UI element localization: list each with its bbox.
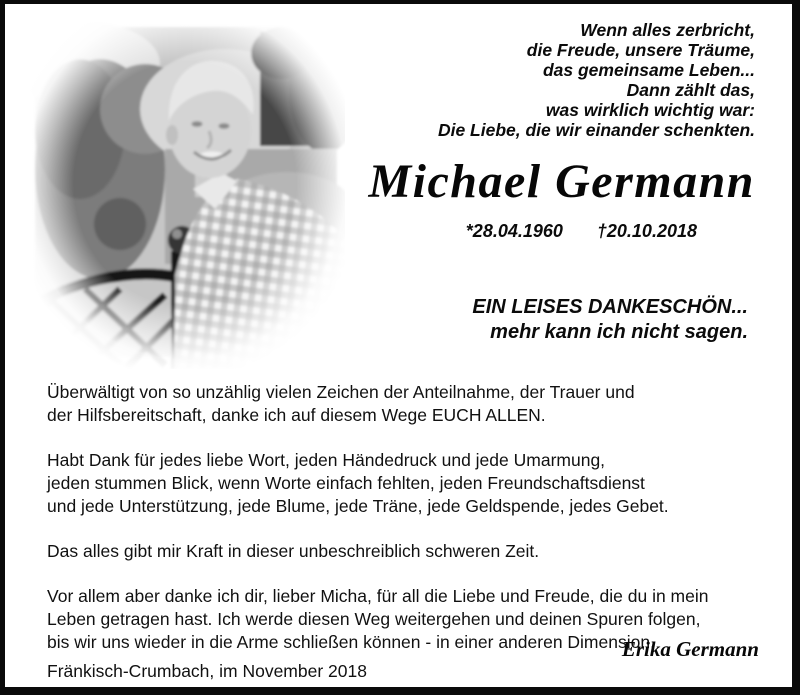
signature: Erika Germann: [621, 637, 759, 661]
condolence-line: der Hilfsbereitschaft, danke ich auf diesem Wege EUCH ALLEN.: [47, 405, 546, 425]
condolence-line: Das alles gibt mir Kraft in dieser unbeschreiblich schweren Zeit.: [47, 541, 540, 561]
epigraph-line: Dann zählt das,: [626, 80, 755, 100]
death-date: †20.10.2018: [596, 221, 697, 241]
deceased-name: Michael Germann: [368, 155, 755, 208]
epigraph-line: Wenn alles zerbricht,: [580, 20, 755, 40]
condolence-line: bis wir uns wieder in die Arme schließen können - in einer anderen Dimension.: [47, 632, 655, 652]
thanks-message: [472, 295, 748, 345]
condolence-line: Vor allem aber danke ich dir, lieber Micha, für all die Liebe und Freude, die du in mein: [47, 586, 709, 606]
condolence-line: Habt Dank für jedes liebe Wort, jeden Händedruck und jede Umarmung,: [47, 450, 606, 470]
place-date: Fränkisch-Crumbach, im November 2018: [47, 661, 367, 681]
epigraph-line: was wirklich wichtig war:: [545, 100, 755, 120]
thanks-headline: EIN LEISES DANKESCHÖN...: [472, 296, 748, 318]
portrait-photo: [25, 19, 345, 369]
epigraph-line: das gemeinsame Leben...: [542, 60, 755, 80]
condolence-paragraph: [47, 381, 709, 427]
thanks-subline: mehr kann ich nicht sagen.: [490, 321, 748, 343]
birth-date: *28.04.1960: [465, 221, 563, 241]
condolence-line: Überwältigt von so unzählig vielen Zeichen der Anteilnahme, der Trauer und: [47, 382, 635, 402]
condolence-paragraph: [47, 540, 709, 563]
condolence-text: [47, 381, 709, 676]
condolence-line: und jede Unterstützung, jede Blume, jede Träne, jede Geldspende, jedes Gebet.: [47, 496, 669, 516]
photo-vignette: [25, 19, 345, 369]
epigraph: [438, 20, 755, 140]
life-dates: [466, 221, 697, 242]
condolence-paragraph: [47, 449, 709, 518]
epigraph-line: die Freude, unsere Träume,: [526, 40, 755, 60]
epigraph-line: Die Liebe, die wir einander schenkten.: [437, 120, 755, 140]
condolence-paragraph: [47, 585, 709, 654]
condolence-line: Leben getragen hast. Ich werde diesen Weg weitergehen und deinen Spuren folgen,: [47, 609, 701, 629]
condolence-line: jeden stummen Blick, wenn Worte einfach fehlten, jeden Freundschaftsdienst: [47, 473, 645, 493]
